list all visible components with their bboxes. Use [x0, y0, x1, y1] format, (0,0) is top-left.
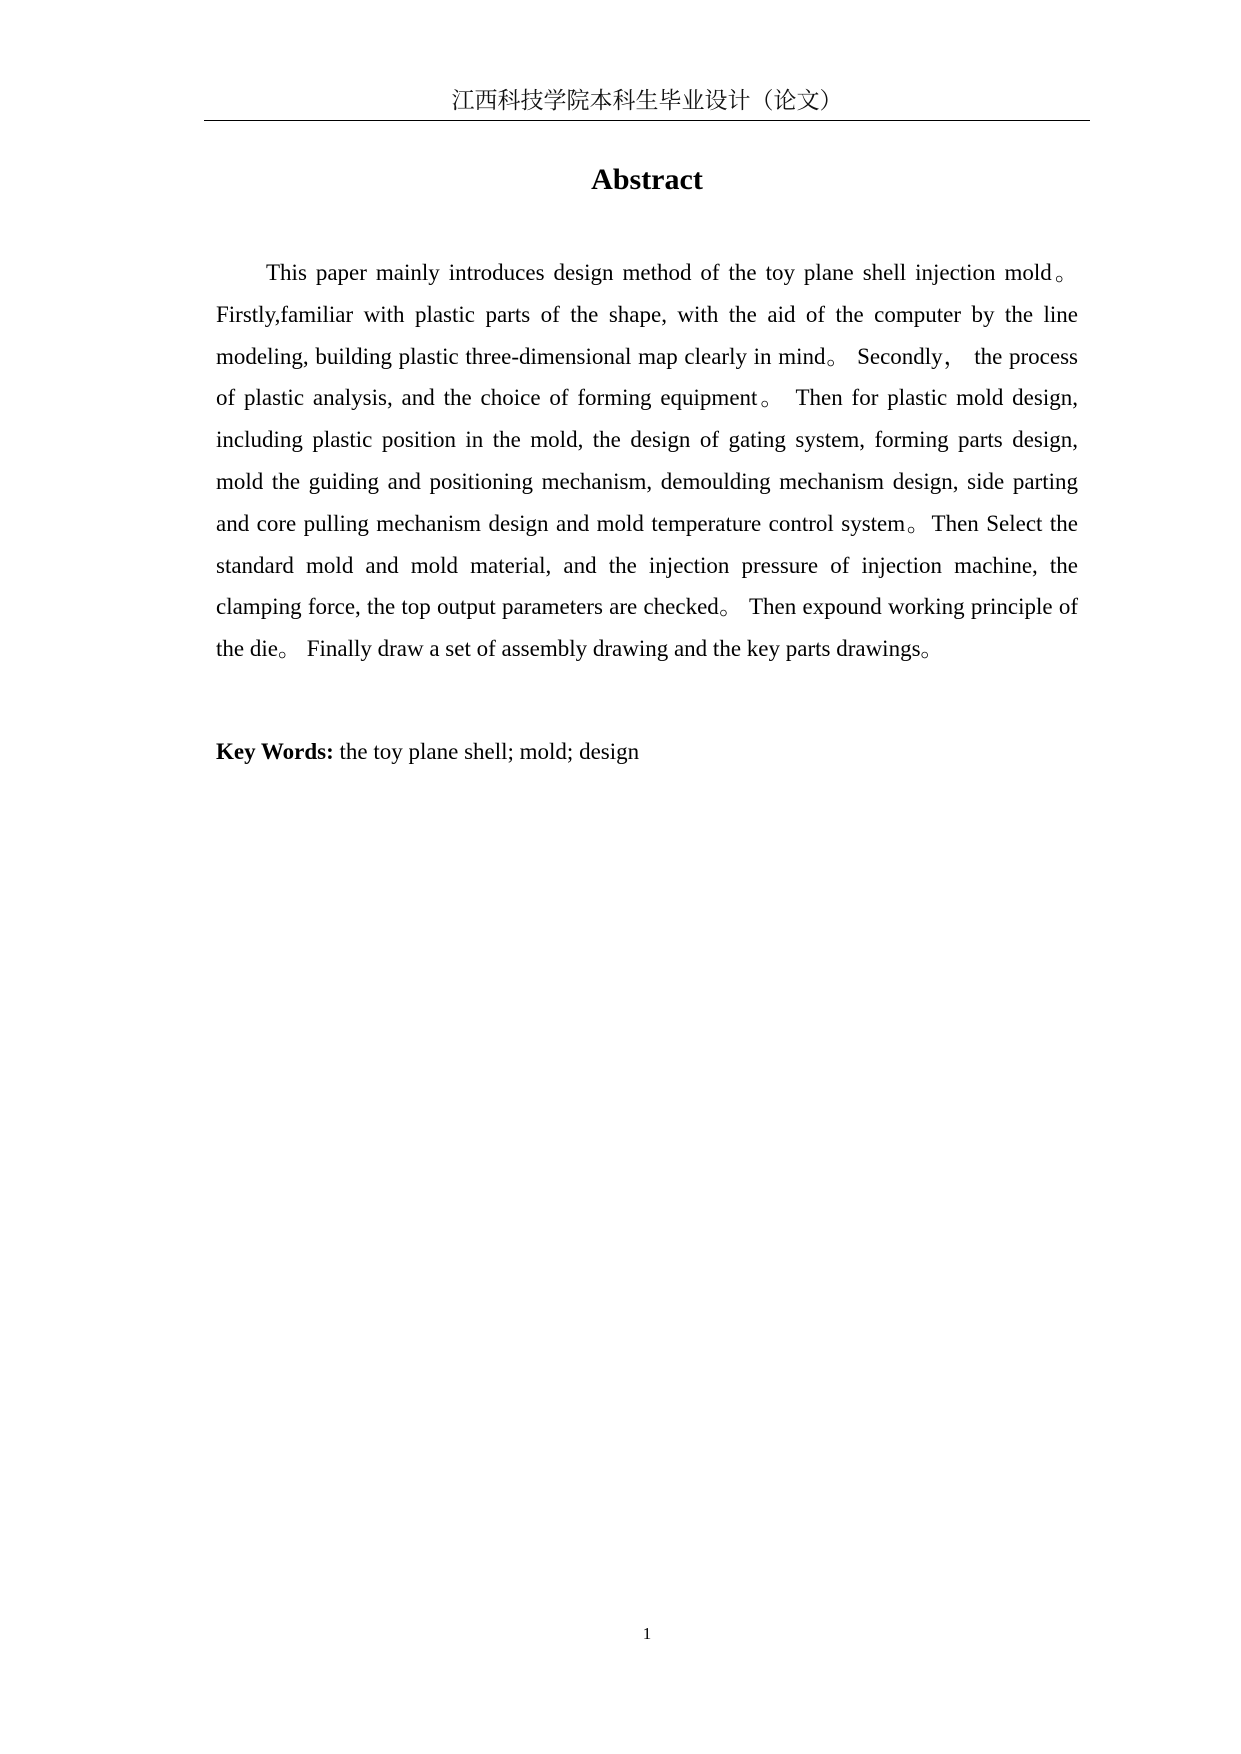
- header-rule: [204, 120, 1090, 121]
- keywords-value: the toy plane shell; mold; design: [339, 739, 640, 764]
- running-header: 江西科技学院本科生毕业设计（论文）: [451, 88, 843, 113]
- abstract-title: Abstract: [591, 163, 703, 196]
- keywords-line: [216, 732, 1078, 772]
- page-number: 1: [642, 1624, 652, 1643]
- abstract-body: This paper mainly introduces design method of the toy plane shell injection mold。Firstly,familiar with plastic parts of the shape, with the aid of the computer by the line modeling, building plastic three-dimensional map clearly in mind。 Secondly， the process of plastic analysis, and the choice of forming equipment。 Then for plastic mold design, including plastic position in the mold, the design of gating system, forming parts design, mold the guiding and positioning mechanism, demoulding mechanism design, side parting and core pulling mechanism design and mold temperature control system。Then Select the standard mold and mold material, and the injection pressure of injection machine, the clamping force, the top output parameters are checked。 Then expound working principle of the die。 Finally draw a set of assembly drawing and the key parts drawings。: [216, 260, 1078, 662]
- keywords-label: Key Words:: [216, 739, 334, 764]
